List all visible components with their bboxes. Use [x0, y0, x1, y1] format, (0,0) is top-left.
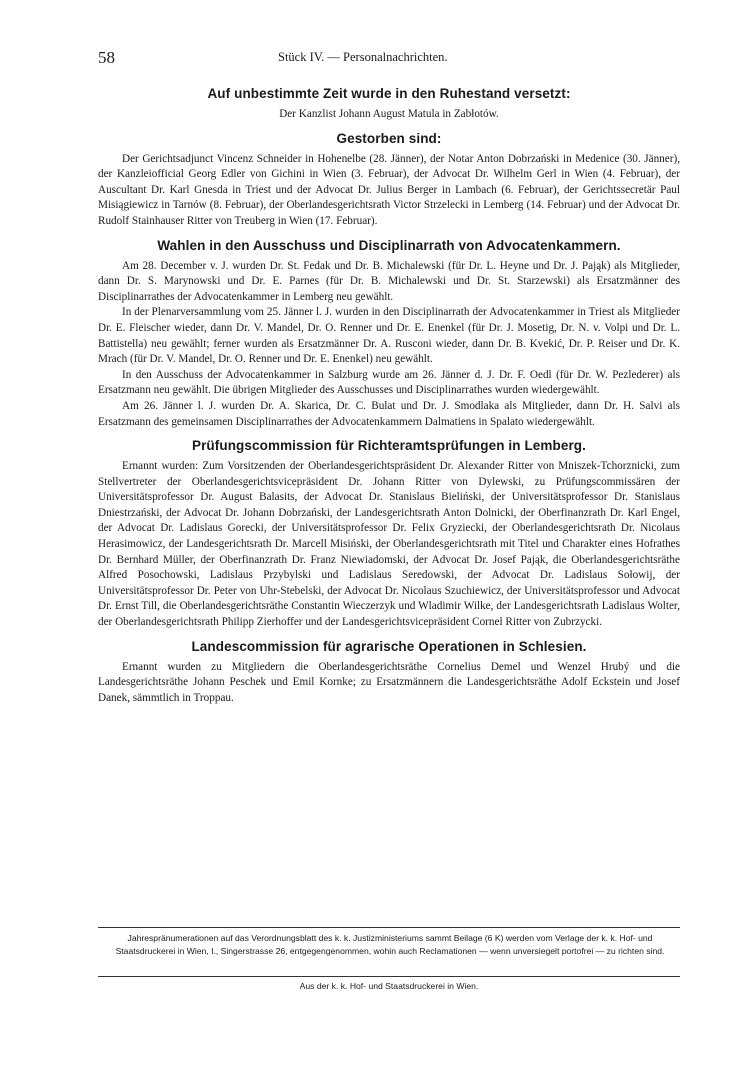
- section-pruefungscommission: [98, 438, 680, 631]
- section-heading: Wahlen in den Ausschuss und Disciplinarrath von Advocatenkammern.: [157, 237, 621, 253]
- imprint-divider: [98, 976, 680, 977]
- page-number: 58: [98, 48, 115, 67]
- section-text: Ernannt wurden: Zum Vorsitzenden der Oberlandesgerichtspräsident Dr. Alexander Ritter von Mniszek-Tchorznicki, zum Stellvertreter der Oberlandesgerichtsvicepräsident Dr. Johann Ritter von Dylewski, zu Prüfungscommissären der Universitätsprofessor Dr. August Balasits, der Advocat Dr. Stanislaus Bieliński, der Universitätsprofessor Dr. Stanislaus Dniestrzański, der Advocat Dr. Johann Dobrzański, der Landesgerichtsrath Anton Dolnicki, der Oberfinanzrath Dr. Karl Engel, der Advocat Dr. Ladislaus Gorecki, der Universitätsprofessor Dr. Felix Gryziecki, der Oberlandesgerichtsrath Dr. Nicolaus Herasimowicz, der Landesgerichtsrath Dr. Marcell Misiński, der Oberlandesgerichtsrath mit Titel und Charakter eines Hofrathes Dr. Bernhard Müller, der Oberfinanzrath Dr. Franz Niewiadomski, der Advocat Dr. Josef Pająk, die Oberlandesgerichtsräthe Alfred Posochowski, Ladislaus Przybylski und Ladislaus Seredowski, der Advocat Dr. Ladislaus Sołowij, der Universitätsprofessor Dr. Peter von Uhr-Stebelski, der Advocat Dr. Nicolaus Szuchiewicz, der Universitätsprofessor und Advocat Dr. Ernst Till, die Oberlandesgerichtsräthe Constantin Wieczerzyk und Wladimir Wilke, der Landesgerichtsrath Ladislaus Wolter, der Oberlandesgerichtsrath Philipp Zierhoffer und der Landesgerichtsvicepräsident Cornel Ritter von Zubrzycki.: [98, 460, 680, 629]
- running-title: Stück IV. — Personalnachrichten.: [278, 50, 448, 64]
- printer-imprint: Aus der k. k. Hof- und Staatsdruckerei in Wien.: [299, 981, 479, 991]
- section-gestorben: [98, 131, 680, 230]
- footer-divider: [98, 927, 680, 928]
- subscription-note: Jahrespränumerationen auf das Verordnungsblatt des k. k. Justizministeriums sammt Beilage (6 K) werden vom Verlage der k. k. Hof- und Staatsdruckerei in Wien, I., Singerstrasse 26, entgegengenommen, wohin auch Reclamationen — wenn unversiegelt portofrei — zu richten sind.: [115, 933, 665, 956]
- section-text: Der Kanzlist Johann August Matula in Zabłotów.: [279, 108, 499, 120]
- paragraph: Am 26. Jänner l. J. wurden Dr. A. Skarica, Dr. C. Bulat und Dr. J. Smodlaka als Mitglieder, dann Dr. H. Salvi als Ersatzmann des gemeinsamen Disciplinarrathes der Advocatenkammern Dalmatiens in Spalato wiedergewählt.: [98, 399, 680, 428]
- section-heading: Auf unbestimmte Zeit wurde in den Ruhestand versetzt:: [207, 86, 571, 101]
- section-heading: Gestorben sind:: [336, 130, 442, 146]
- section-wahlen: [98, 238, 680, 431]
- section-heading: Landescommission für agrarische Operationen in Schlesien.: [191, 638, 587, 654]
- page-header: [98, 48, 678, 68]
- paragraph: In den Ausschuss der Advocatenkammer in Salzburg wurde am 26. Jänner d. J. Dr. F. Oedl (für Dr. W. Pezlederer) als Ersatzmann neu gewählt. Die übrigen Mitglieder des Ausschusses und Disciplinarrathes wurden wiedergewählt.: [98, 368, 680, 397]
- section-text: Ernannt wurden zu Mitgliedern die Oberlandesgerichtsräthe Cornelius Demel und Wenzel Hrubý und die Landesgerichtsräthe Johann Peschek und Emil Kornke; zu Ersatzmännern die Landesgerichtsräthe Adolf Eckstein und Josef Danek, sämmtlich in Troppau.: [98, 660, 680, 704]
- section-ruhestand: [98, 86, 680, 123]
- page-content: [98, 86, 680, 714]
- section-text: Der Gerichtsadjunct Vincenz Schneider in Hohenelbe (28. Jänner), der Notar Anton Dobrzański in Medenice (30. Jänner), der Kanzleiofficial Georg Edler von Gichini in Wien (3. Februar), der Advocat Dr. Wilhelm Gerl in Wien (4. Februar), der Auscultant Dr. Karl Gnesda in Triest und der Advocat Dr. Julius Berger in Lambach (6. Februar), der Gerichtssecretär Paul Misiągiewicz in Tarnów (8. Februar), der Oberlandesgerichtsrath Victor Strzelecki in Lemberg (14. Februar) und der Advocat Dr. Rudolf Stainhauser Ritter von Treuberg in Wien (17. Februar).: [98, 152, 680, 227]
- paragraph: In der Plenarversammlung vom 25. Jänner l. J. wurden in den Disciplinarrath der Advocatenkammer in Triest als Mitglieder Dr. E. Fleischer wieder, dann Dr. V. Mandel, Dr. O. Renner und Dr. E. Enenkel (für Dr. J. Mosetig, Dr. N. v. Volpi und Dr. L. Battistella) neu gewählt; ferner wurden als Ersatzmänner Dr. A. Rusconi wieder, dann Dr. B. Kvekić, Dr. P. Reiser und Dr. K. Mrach (für Dr. V. Mandel, Dr. O. Renner und Dr. E. Enenkel) neu gewählt.: [98, 306, 680, 366]
- section-landescommission: [98, 639, 680, 707]
- paragraph: Am 28. December v. J. wurden Dr. St. Fedak und Dr. B. Michalewski (für Dr. L. Heyne und Dr. J. Pająk) als Mitglieder, dann Dr. S. Marynowski und Dr. E. Parnes (für Dr. B. Michalewski und Dr. St. Starzewski) als Ersatzmänner des Disciplinarrathes der Advocatenkammer in Lemberg neu gewählt.: [98, 259, 680, 303]
- section-heading: Prüfungscommission für Richteramtsprüfungen in Lemberg.: [191, 438, 587, 454]
